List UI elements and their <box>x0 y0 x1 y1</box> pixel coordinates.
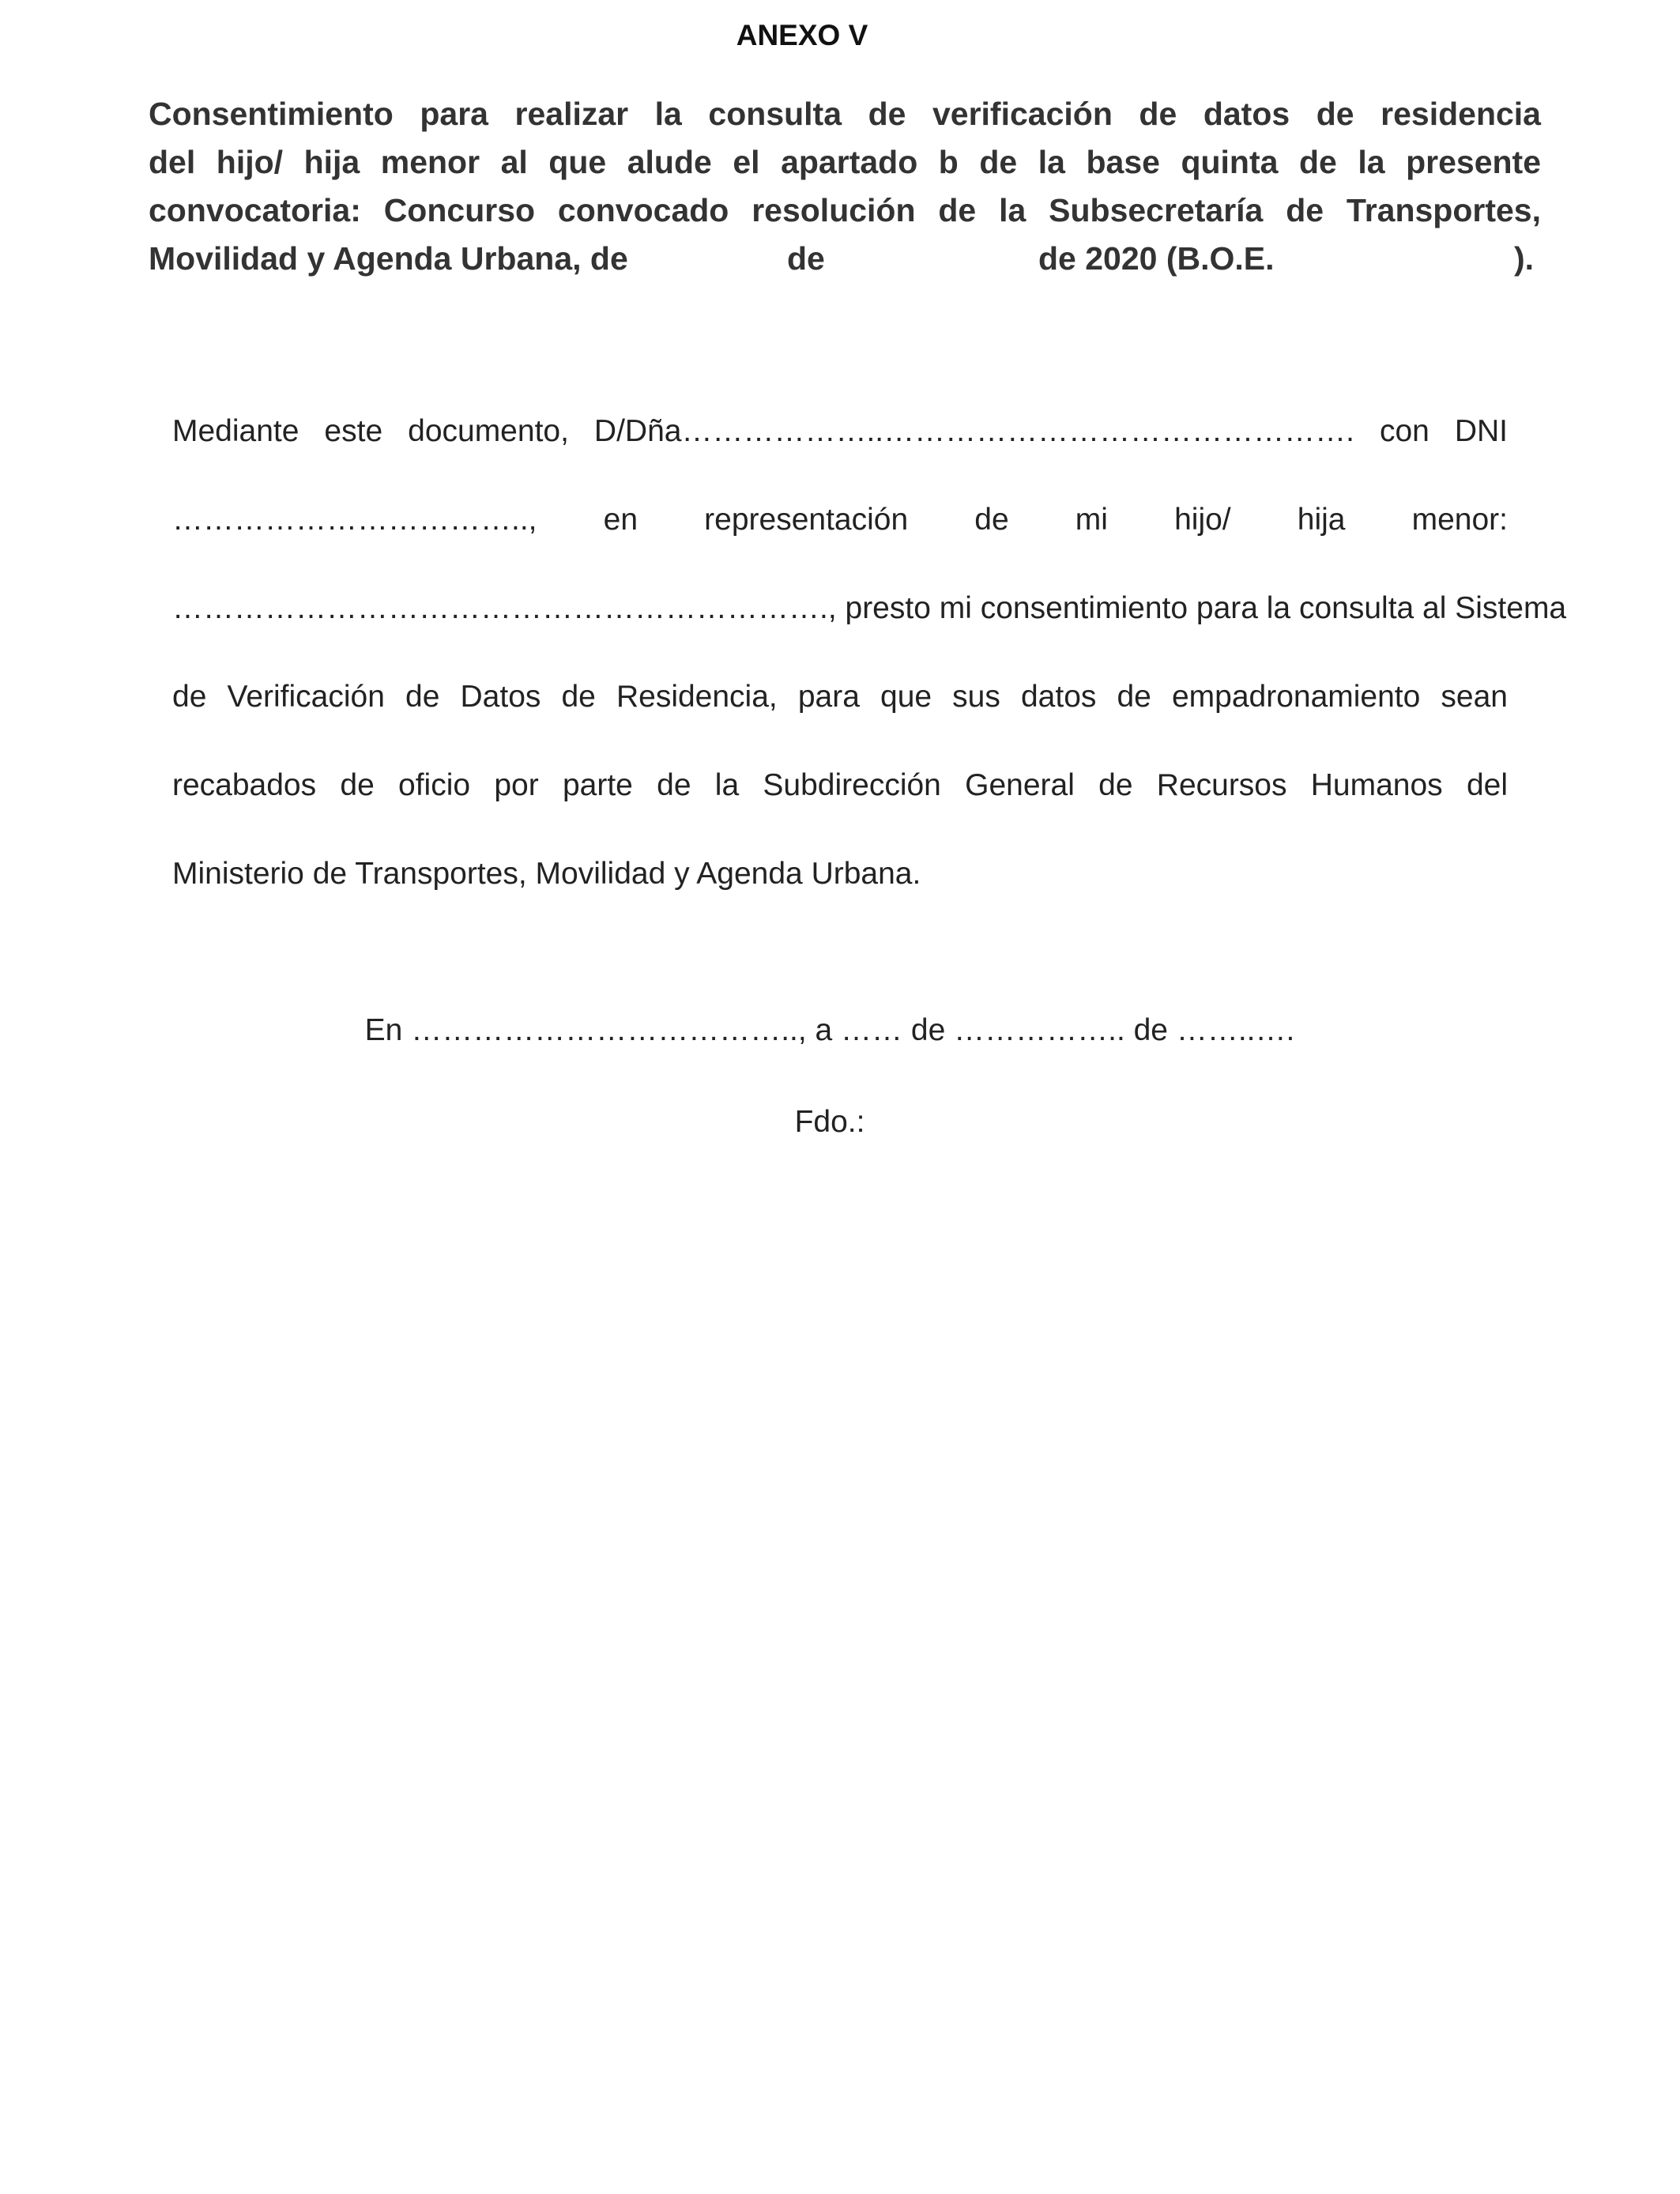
paragraph-line-6: Ministerio de Transportes, Movilidad y Agenda Urbana. <box>172 857 921 891</box>
heading-line-4 <box>149 235 1541 283</box>
signature-label: Fdo.: <box>794 1105 865 1139</box>
heading-line-2: del hijo/ hija menor al que alude el apartado b de la base quinta de la presente <box>149 144 1541 180</box>
document-heading <box>149 90 1541 283</box>
annex-title: ANEXO V <box>736 19 868 51</box>
heading-line-4-part-2: de <box>787 240 825 277</box>
paragraph-line-5: recabados de oficio por parte de la Subdirección General de Recursos Humanos del <box>172 768 1508 802</box>
place-date-line: En ……………………………….., a …… de …………….. de ……..…. <box>364 1013 1295 1047</box>
heading-line-1: Consentimiento para realizar la consulta de verificación de datos de residencia <box>149 96 1541 132</box>
paragraph-line-4: de Verificación de Datos de Residencia, para que sus datos de empadronamiento sean <box>172 680 1508 714</box>
paragraph-line-3: ………………………………………………………., presto mi consentimiento para la consulta al Sistema <box>172 591 1567 625</box>
heading-line-4-part-4: ). <box>1514 240 1535 277</box>
heading-line-4-part-1: Movilidad y Agenda Urbana, de <box>149 240 628 277</box>
consent-paragraph <box>172 387 1567 918</box>
paragraph-line-1: Mediante este documento, D/Dña………………..………………………………………. con DNI <box>172 414 1508 448</box>
heading-line-3: convocatoria: Concurso convocado resolución de la Subsecretaría de Transportes, <box>149 192 1541 228</box>
heading-line-4-part-3: de 2020 (B.O.E. <box>1038 240 1275 277</box>
paragraph-line-2: …………………………….., en representación de mi hijo/ hija menor: <box>172 503 1508 537</box>
